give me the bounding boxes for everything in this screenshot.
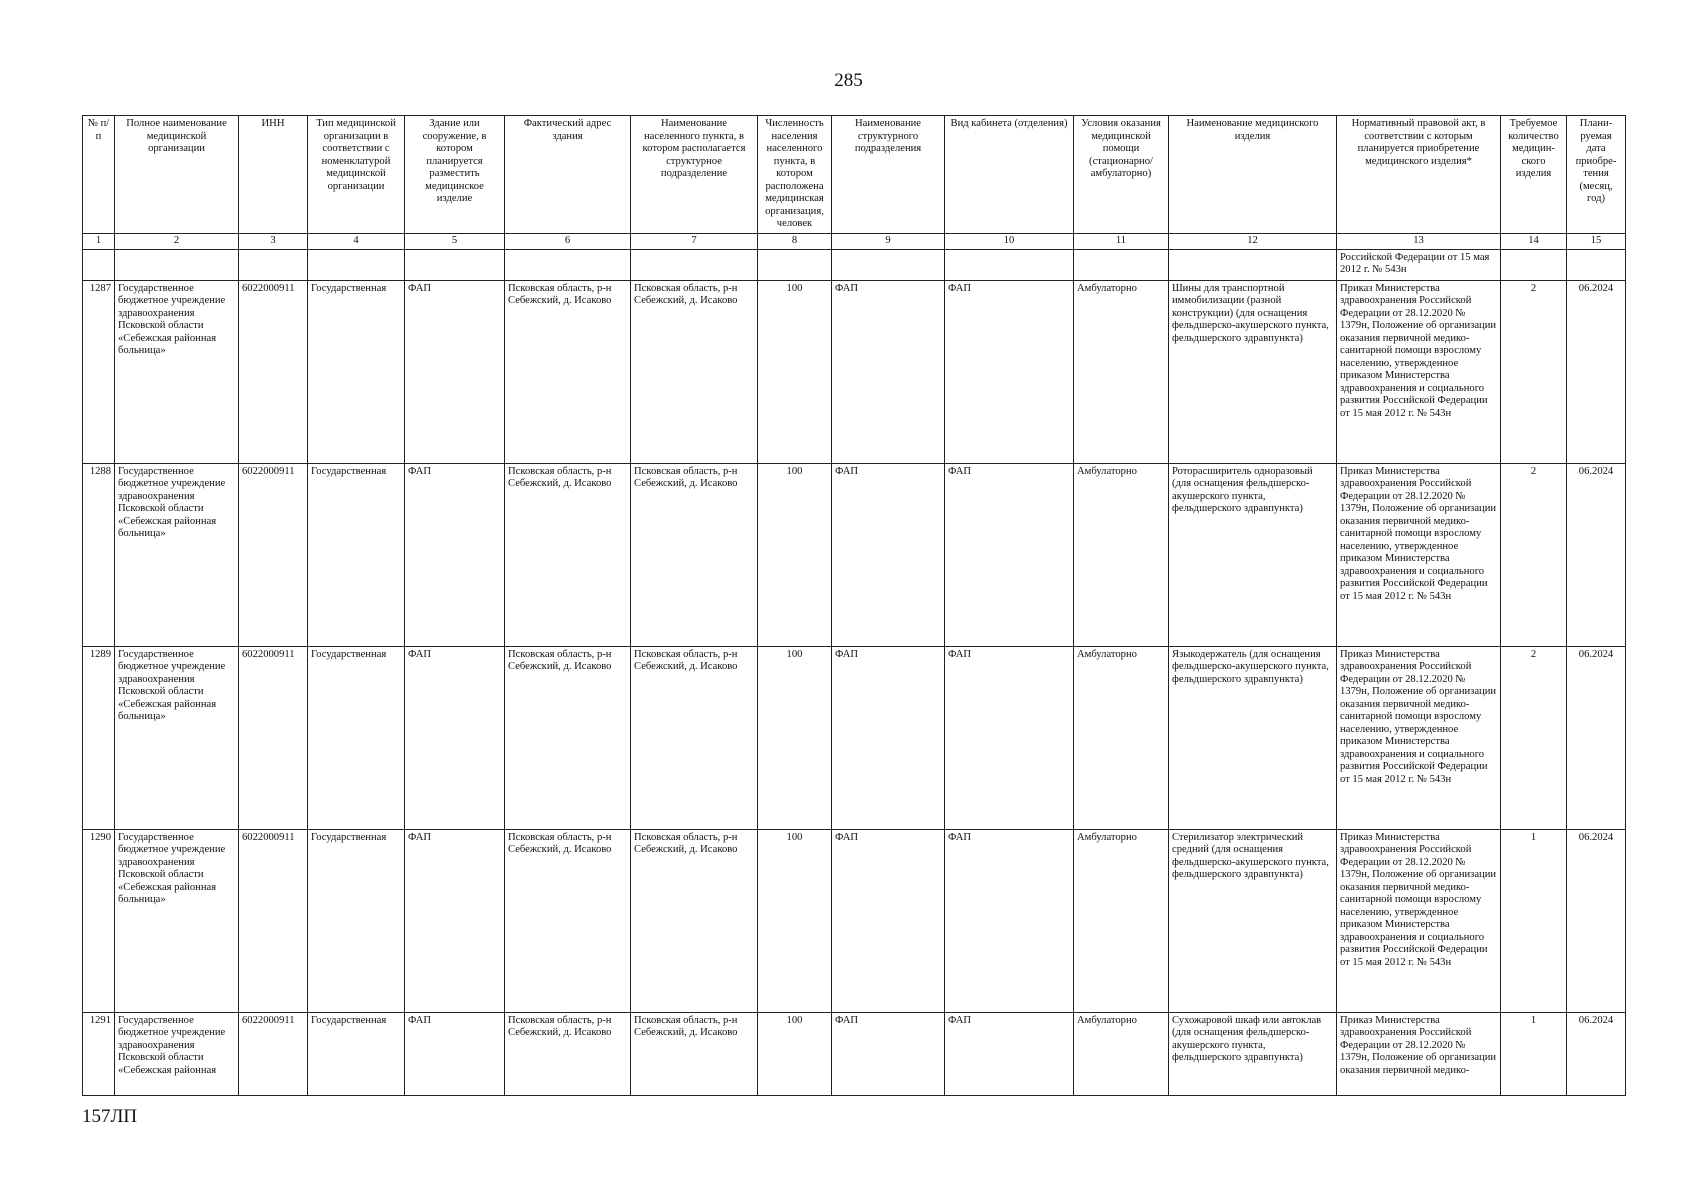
- building-cell: [405, 1012, 505, 1095]
- organization-type-cell: [308, 463, 405, 646]
- structural-unit-cell-text: ФАП: [835, 831, 859, 843]
- column-number: 1: [83, 234, 115, 250]
- structural-unit-cell: [832, 646, 945, 829]
- quantity-cell-text: 2: [1530, 465, 1537, 477]
- cabinet-type-cell: [945, 463, 1074, 646]
- care-conditions-cell-text: Амбулаторно: [1077, 831, 1137, 843]
- header-cell: Наименование структурного подразделения: [832, 116, 945, 234]
- planned-date-cell-text: 06.2024: [1578, 1014, 1614, 1026]
- row-number-cell: [83, 280, 115, 463]
- organization-type-cell: [308, 1012, 405, 1095]
- population-cell-text: 100: [786, 831, 803, 843]
- locality-cell-text: Псковская область, р-н Себежский, д. Исаково: [634, 282, 738, 306]
- inn-cell: [239, 1012, 308, 1095]
- table-cell: [505, 249, 631, 280]
- table-row: [83, 463, 1626, 646]
- care-conditions-cell: [1074, 280, 1169, 463]
- column-number: 7: [631, 234, 758, 250]
- population-cell-text: 100: [786, 465, 803, 477]
- cabinet-type-cell: [945, 646, 1074, 829]
- population-cell: [758, 646, 832, 829]
- column-number: 13: [1337, 234, 1501, 250]
- organization-name-cell: [115, 463, 239, 646]
- address-cell: [505, 1012, 631, 1095]
- planned-date-cell: [1567, 646, 1626, 829]
- table-row: [83, 829, 1626, 1012]
- inn-cell: [239, 829, 308, 1012]
- population-cell-text: 100: [786, 1014, 803, 1026]
- header-cell: Фактический адрес здания: [505, 116, 631, 234]
- quantity-cell-text: 1: [1530, 831, 1537, 843]
- organization-name-cell-text: Государственное бюджетное учреждение здравоохранения Псковской области «Себежская районная больница»: [118, 282, 226, 356]
- locality-cell: [631, 280, 758, 463]
- table-row: [83, 280, 1626, 463]
- locality-cell-text: Псковская область, р-н Себежский, д. Исаково: [634, 831, 738, 855]
- column-number: 3: [239, 234, 308, 250]
- building-cell: [405, 829, 505, 1012]
- legal-act-cell-text: Приказ Министерства здравоохранения Российской Федерации от 28.12.2020 № 1379н, Положение об организации оказания первичной медико-: [1340, 1014, 1497, 1076]
- structural-unit-cell: [832, 1012, 945, 1095]
- locality-cell: [631, 463, 758, 646]
- header-cell: Полное наименование медицинской организации: [115, 116, 239, 234]
- care-conditions-cell-text: Амбулаторно: [1077, 282, 1137, 294]
- inn-cell-text: 6022000911: [242, 1014, 295, 1026]
- column-number: 2: [115, 234, 239, 250]
- structural-unit-cell-text: ФАП: [835, 465, 859, 477]
- inn-cell-text: 6022000911: [242, 465, 295, 477]
- column-number-row: [83, 234, 1626, 250]
- row-number-cell-text: 1288: [89, 465, 111, 477]
- header-cell: Плани-руемая дата приобре-тения (месяц, год): [1567, 116, 1626, 234]
- organization-type-cell-text: Государственная: [311, 1014, 387, 1026]
- table-cell: [83, 249, 115, 280]
- planned-date-cell: [1567, 829, 1626, 1012]
- address-cell-text: Псковская область, р-н Себежский, д. Исаково: [508, 831, 612, 855]
- header-cell: Наименование населенного пункта, в котором располагается структурное подразделение: [631, 116, 758, 234]
- column-number: 9: [832, 234, 945, 250]
- quantity-cell-text: 2: [1530, 282, 1537, 294]
- header-cell: № п/п: [83, 116, 115, 234]
- planned-date-cell: [1567, 463, 1626, 646]
- inn-cell: [239, 646, 308, 829]
- medical-device-cell: [1169, 646, 1337, 829]
- cabinet-type-cell-text: ФАП: [948, 648, 972, 660]
- quantity-cell: [1501, 463, 1567, 646]
- medical-device-cell: [1169, 1012, 1337, 1095]
- continuation-row: [83, 249, 1626, 280]
- header-cell: Условия оказания медицинской помощи (стационарно/ амбулаторно): [1074, 116, 1169, 234]
- legal-act-cell-text: Приказ Министерства здравоохранения Российской Федерации от 28.12.2020 № 1379н, Положение об организации оказания первичной медико-санитарной помощи взрослому населению, утвержденное приказом Министерства здравоохранения и социального развития Российской Федерации от 15 мая 2012 г. № 543н: [1340, 648, 1497, 785]
- building-cell: [405, 646, 505, 829]
- medical-device-cell-text: Языкодержатель (для оснащения фельдшерско-акушерского пункта, фельдшерского здравпункта): [1172, 648, 1329, 685]
- planned-date-cell: [1567, 1012, 1626, 1095]
- header-cell: Тип медицинской организации в соответствии с номенклатурой медицинской организации: [308, 116, 405, 234]
- organization-type-cell-text: Государственная: [311, 282, 387, 294]
- continuation-act-cell: Российской Федерации от 15 мая 2012 г. № 543н: [1337, 249, 1501, 280]
- care-conditions-cell: [1074, 1012, 1169, 1095]
- population-cell: [758, 463, 832, 646]
- medical-device-cell: [1169, 463, 1337, 646]
- quantity-cell-text: 2: [1530, 648, 1537, 660]
- cabinet-type-cell: [945, 280, 1074, 463]
- care-conditions-cell-text: Амбулаторно: [1077, 465, 1137, 477]
- medical-device-cell-text: Шины для транспортной иммобилизации (разной конструкции) (для оснащения фельдшерско-акушерского пункта, фельдшерского здравпункта): [1172, 282, 1329, 344]
- medical-device-cell-text: Роторасширитель одноразовый (для оснащения фельдшерско-акушерского пункта, фельдшерского здравпункта): [1172, 465, 1313, 514]
- legal-act-cell: [1337, 463, 1501, 646]
- address-cell-text: Псковская область, р-н Себежский, д. Исаково: [508, 1014, 612, 1038]
- locality-cell: [631, 1012, 758, 1095]
- table-cell: [405, 249, 505, 280]
- row-number-cell: [83, 1012, 115, 1095]
- address-cell: [505, 280, 631, 463]
- inn-cell-text: 6022000911: [242, 648, 295, 660]
- column-number: 10: [945, 234, 1074, 250]
- building-cell-text: ФАП: [408, 465, 432, 477]
- locality-cell: [631, 646, 758, 829]
- care-conditions-cell: [1074, 829, 1169, 1012]
- inn-cell: [239, 280, 308, 463]
- care-conditions-cell: [1074, 463, 1169, 646]
- cabinet-type-cell-text: ФАП: [948, 282, 972, 294]
- column-number: 12: [1169, 234, 1337, 250]
- table-row: [83, 1012, 1626, 1095]
- structural-unit-cell: [832, 280, 945, 463]
- column-number: 8: [758, 234, 832, 250]
- address-cell-text: Псковская область, р-н Себежский, д. Исаково: [508, 465, 612, 489]
- column-number: 15: [1567, 234, 1626, 250]
- cabinet-type-cell: [945, 829, 1074, 1012]
- locality-cell-text: Псковская область, р-н Себежский, д. Исаково: [634, 648, 738, 672]
- population-cell-text: 100: [786, 648, 803, 660]
- column-number: 6: [505, 234, 631, 250]
- table-cell: [239, 249, 308, 280]
- medical-device-cell-text: Стерилизатор электрический средний (для оснащения фельдшерско-акушерского пункта, фельдшерского здравпункта): [1172, 831, 1329, 880]
- quantity-cell: [1501, 829, 1567, 1012]
- table-cell: [115, 249, 239, 280]
- planned-date-cell-text: 06.2024: [1578, 282, 1614, 294]
- row-number-cell-text: 1287: [89, 282, 111, 294]
- table-cell: [1074, 249, 1169, 280]
- structural-unit-cell: [832, 829, 945, 1012]
- legal-act-cell-text: Приказ Министерства здравоохранения Российской Федерации от 28.12.2020 № 1379н, Положение об организации оказания первичной медико-санитарной помощи взрослому населению, утвержденное приказом Министерства здравоохранения и социального развития Российской Федерации от 15 мая 2012 г. № 543н: [1340, 831, 1497, 968]
- building-cell: [405, 463, 505, 646]
- table-cell: [758, 249, 832, 280]
- care-conditions-cell-text: Амбулаторно: [1077, 1014, 1137, 1026]
- legal-act-cell: [1337, 1012, 1501, 1095]
- cabinet-type-cell-text: ФАП: [948, 831, 972, 843]
- column-number: 11: [1074, 234, 1169, 250]
- medical-equipment-table: [82, 115, 1626, 1096]
- inn-cell-text: 6022000911: [242, 282, 295, 294]
- structural-unit-cell-text: ФАП: [835, 282, 859, 294]
- cabinet-type-cell-text: ФАП: [948, 465, 972, 477]
- medical-device-cell: [1169, 829, 1337, 1012]
- locality-cell-text: Псковская область, р-н Себежский, д. Исаково: [634, 465, 738, 489]
- organization-type-cell-text: Государственная: [311, 465, 387, 477]
- header-row: [83, 116, 1626, 234]
- address-cell: [505, 463, 631, 646]
- medical-device-cell: [1169, 280, 1337, 463]
- building-cell-text: ФАП: [408, 831, 432, 843]
- organization-name-cell-text: Государственное бюджетное учреждение здравоохранения Псковской области «Себежская районная больница»: [118, 648, 226, 722]
- table-cell: [308, 249, 405, 280]
- header-cell: ИНН: [239, 116, 308, 234]
- population-cell: [758, 829, 832, 1012]
- legal-act-cell: [1337, 280, 1501, 463]
- building-cell-text: ФАП: [408, 648, 432, 660]
- column-number: 14: [1501, 234, 1567, 250]
- quantity-cell: [1501, 280, 1567, 463]
- table-cell: [1169, 249, 1337, 280]
- header-cell: Нормативный правовой акт, в соответствии с которым планируется приобретение медицинского изделия*: [1337, 116, 1501, 234]
- organization-type-cell: [308, 280, 405, 463]
- page-number: 285: [834, 70, 863, 91]
- row-number-cell-text: 1291: [89, 1014, 111, 1026]
- organization-type-cell-text: Государственная: [311, 648, 387, 660]
- organization-name-cell: [115, 1012, 239, 1095]
- quantity-cell: [1501, 646, 1567, 829]
- header-cell: Требуемое количество медицин-ского изделия: [1501, 116, 1567, 234]
- table-cell: [832, 249, 945, 280]
- cabinet-type-cell: [945, 1012, 1074, 1095]
- inn-cell: [239, 463, 308, 646]
- table-cell: [945, 249, 1074, 280]
- organization-type-cell: [308, 829, 405, 1012]
- legal-act-cell: [1337, 646, 1501, 829]
- planned-date-cell-text: 06.2024: [1578, 465, 1614, 477]
- care-conditions-cell-text: Амбулаторно: [1077, 648, 1137, 660]
- structural-unit-cell-text: ФАП: [835, 648, 859, 660]
- header-cell: Численность населения населенного пункта, в котором расположена медицинская организация, человек: [758, 116, 832, 234]
- row-number-cell: [83, 829, 115, 1012]
- population-cell: [758, 280, 832, 463]
- locality-cell: [631, 829, 758, 1012]
- table-cell: [1501, 249, 1567, 280]
- organization-name-cell-text: Государственное бюджетное учреждение здравоохранения Псковской области «Себежская районная больница»: [118, 465, 226, 539]
- legal-act-cell-text: Приказ Министерства здравоохранения Российской Федерации от 28.12.2020 № 1379н, Положение об организации оказания первичной медико-санитарной помощи взрослому населению, утвержденное приказом Министерства здравоохранения и социального развития Российской Федерации от 15 мая 2012 г. № 543н: [1340, 282, 1497, 419]
- quantity-cell-text: 1: [1530, 1014, 1537, 1026]
- column-number: 5: [405, 234, 505, 250]
- table-cell: [1567, 249, 1626, 280]
- column-number: 4: [308, 234, 405, 250]
- building-cell: [405, 280, 505, 463]
- building-cell-text: ФАП: [408, 282, 432, 294]
- organization-name-cell: [115, 829, 239, 1012]
- organization-type-cell: [308, 646, 405, 829]
- planned-date-cell-text: 06.2024: [1578, 648, 1614, 660]
- inn-cell-text: 6022000911: [242, 831, 295, 843]
- population-cell-text: 100: [786, 282, 803, 294]
- row-number-cell-text: 1289: [89, 648, 111, 660]
- planned-date-cell: [1567, 280, 1626, 463]
- organization-name-cell: [115, 646, 239, 829]
- row-number-cell: [83, 646, 115, 829]
- table-cell: [631, 249, 758, 280]
- header-cell: Вид кабинета (отделения): [945, 116, 1074, 234]
- address-cell: [505, 646, 631, 829]
- organization-name-cell-text: Государственное бюджетное учреждение здравоохранения Псковской области «Себежская районная: [118, 1014, 226, 1076]
- locality-cell-text: Псковская область, р-н Себежский, д. Исаково: [634, 1014, 738, 1038]
- structural-unit-cell: [832, 463, 945, 646]
- row-number-cell: [83, 463, 115, 646]
- structural-unit-cell-text: ФАП: [835, 1014, 859, 1026]
- table-row: [83, 646, 1626, 829]
- medical-device-cell-text: Сухожаровой шкаф или автоклав (для оснащения фельдшерско-акушерского пункта, фельдшерского здравпункта): [1172, 1014, 1322, 1063]
- planned-date-cell-text: 06.2024: [1578, 831, 1614, 843]
- building-cell-text: ФАП: [408, 1014, 432, 1026]
- address-cell-text: Псковская область, р-н Себежский, д. Исаково: [508, 648, 612, 672]
- quantity-cell: [1501, 1012, 1567, 1095]
- header-cell: Наименование медицинского изделия: [1169, 116, 1337, 234]
- organization-name-cell-text: Государственное бюджетное учреждение здравоохранения Псковской области «Себежская районная больница»: [118, 831, 226, 905]
- footer-code: 157ЛП: [82, 1106, 138, 1127]
- header-cell: Здание или сооружение, в котором планируется разместить медицинское изделие: [405, 116, 505, 234]
- address-cell: [505, 829, 631, 1012]
- population-cell: [758, 1012, 832, 1095]
- row-number-cell-text: 1290: [89, 831, 111, 843]
- cabinet-type-cell-text: ФАП: [948, 1014, 972, 1026]
- legal-act-cell: [1337, 829, 1501, 1012]
- address-cell-text: Псковская область, р-н Себежский, д. Исаково: [508, 282, 612, 306]
- organization-name-cell: [115, 280, 239, 463]
- organization-type-cell-text: Государственная: [311, 831, 387, 843]
- legal-act-cell-text: Приказ Министерства здравоохранения Российской Федерации от 28.12.2020 № 1379н, Положение об организации оказания первичной медико-санитарной помощи взрослому населению, утвержденное приказом Министерства здравоохранения и социального развития Российской Федерации от 15 мая 2012 г. № 543н: [1340, 465, 1497, 602]
- care-conditions-cell: [1074, 646, 1169, 829]
